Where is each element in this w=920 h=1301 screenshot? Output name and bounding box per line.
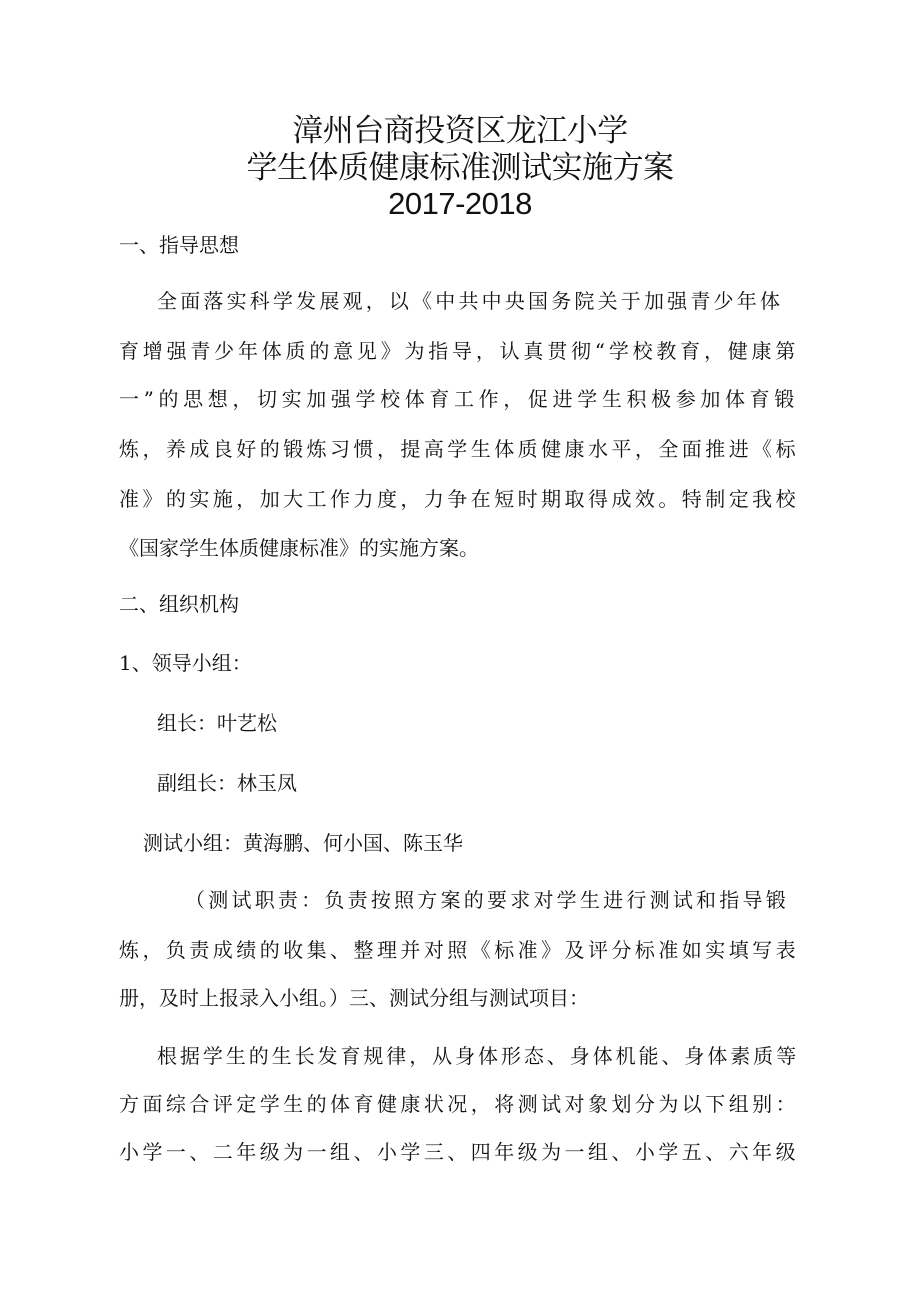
paragraph-line: 炼，负责成绩的收集、整理并对照《标准》及评分标准如实填写表 [119,938,800,962]
document-title-school: 漳州台商投资区龙江小学 [292,113,628,148]
paragraph-line: 根据学生的生长发育规律，从身体形态、身体机能、身体素质等 [157,1044,800,1068]
deputy-leader-line: 副组长：林玉凤 [157,771,297,795]
paragraph-line: 册，及时上报录入小组。）三、测试分组与测试项目： [119,986,589,1010]
document-title-plan: 学生体质健康标准测试实施方案 [246,150,674,185]
paragraph-line: 准》的实施，加大工作力度，力争在短时期取得成效。特制定我校 [119,487,800,511]
paragraph-line: 育增强青少年体质的意见》为指导，认真贯彻“学校教育，健康第 [119,339,800,363]
paragraph-line: 《国家学生体质健康标准》的实施方案。 [119,536,479,560]
section-heading-guiding-ideology: 一、指导思想 [119,233,239,257]
leader-line: 组长：叶艺松 [157,711,277,735]
paragraph-line: 一”的思想，切实加强学校体育工作，促进学生积极参加体育锻 [119,387,799,411]
section-heading-organization: 二、组织机构 [119,592,239,616]
paragraph-line: 小学一、二年级为一组、小学三、四年级为一组、小学五、六年级 [119,1140,800,1164]
paragraph-line: 炼，养成良好的锻炼习惯，提高学生体质健康水平，全面推进《标 [119,437,800,461]
subheading-leader-group: 1、领导小组： [119,651,252,675]
paragraph-line: 全面落实科学发展观，以《中共中央国务院关于加强青少年体 [157,289,784,313]
test-group-line: 测试小组：黄海鹏、何小国、陈玉华 [143,831,463,855]
paragraph-line: 方面综合评定学生的体育健康状况，将测试对象划分为以下组别： [119,1092,800,1116]
paragraph-line: （测试职责：负责按照方案的要求对学生进行测试和指导锻 [185,888,789,912]
document-title-year: 2017-2018 [388,186,532,221]
